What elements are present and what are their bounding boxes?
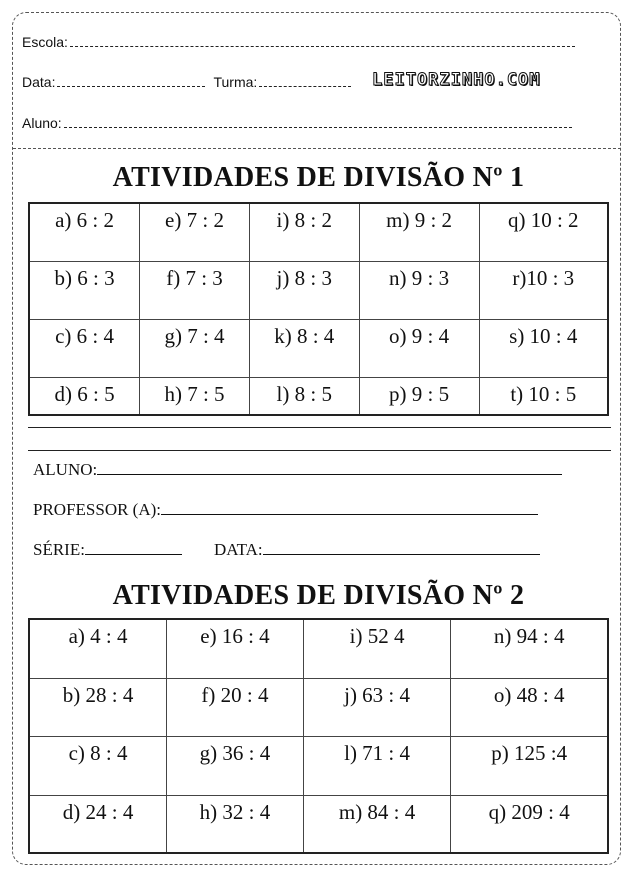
problem-cell: q) 209 : 4 <box>451 795 608 853</box>
problem-cell: f) 20 : 4 <box>167 678 304 736</box>
divider-1 <box>28 427 611 428</box>
problem-cell: m) 9 : 2 <box>359 203 479 261</box>
activity2-title: ATIVIDADES DE DIVISÃO Nº 2 <box>112 580 525 611</box>
form-serie-data-line <box>33 540 540 560</box>
form-aluno-line <box>33 460 562 480</box>
problem-cell: s) 10 : 4 <box>479 319 608 377</box>
table-row <box>29 795 608 853</box>
data-label: Data: <box>22 74 56 90</box>
form-aluno-label: ALUNO: <box>33 460 98 479</box>
form-serie-field[interactable] <box>85 540 182 555</box>
problem-cell: o) 48 : 4 <box>451 678 608 736</box>
activity1-title: ATIVIDADES DE DIVISÃO Nº 1 <box>112 162 525 193</box>
escola-label: Escola: <box>22 34 68 50</box>
form-data-field[interactable] <box>263 540 540 555</box>
form-professor-label: PROFESSOR (A): <box>33 500 162 519</box>
escola-line <box>22 34 575 50</box>
table-row <box>29 319 608 377</box>
problem-cell: n) 94 : 4 <box>451 619 608 678</box>
table-row <box>29 377 608 415</box>
table-row <box>29 678 608 736</box>
problem-cell: l) 71 : 4 <box>303 736 451 795</box>
problem-cell: a) 6 : 2 <box>29 203 140 261</box>
problem-cell: r)10 : 3 <box>479 261 608 319</box>
problem-cell: d) 6 : 5 <box>29 377 140 415</box>
problem-cell: g) 36 : 4 <box>167 736 304 795</box>
problem-cell: p) 9 : 5 <box>359 377 479 415</box>
site-logo: LEITORZINHO.COM <box>372 70 541 90</box>
problem-cell: n) 9 : 3 <box>359 261 479 319</box>
problem-cell: c) 6 : 4 <box>29 319 140 377</box>
problem-cell: j) 8 : 3 <box>249 261 359 319</box>
activity1-table <box>28 202 609 416</box>
problem-cell: e) 16 : 4 <box>167 619 304 678</box>
problem-cell: b) 6 : 3 <box>29 261 140 319</box>
problem-cell: l) 8 : 5 <box>249 377 359 415</box>
problem-cell: t) 10 : 5 <box>479 377 608 415</box>
table-row <box>29 619 608 678</box>
problem-cell: i) 8 : 2 <box>249 203 359 261</box>
problem-cell: j) 63 : 4 <box>303 678 451 736</box>
problem-cell: h) 32 : 4 <box>167 795 304 853</box>
activity2-table <box>28 618 609 854</box>
problem-cell: p) 125 :4 <box>451 736 608 795</box>
problem-cell: d) 24 : 4 <box>29 795 167 853</box>
problem-cell: k) 8 : 4 <box>249 319 359 377</box>
form-professor-line <box>33 500 538 520</box>
aluno-label: Aluno: <box>22 115 62 131</box>
turma-label: Turma: <box>213 74 258 90</box>
turma-field[interactable] <box>259 74 351 87</box>
problem-cell: g) 7 : 4 <box>140 319 250 377</box>
problem-cell: e) 7 : 2 <box>140 203 250 261</box>
escola-field[interactable] <box>70 34 575 47</box>
problem-cell: i) 52 4 <box>303 619 451 678</box>
form-serie-label: SÉRIE: <box>33 540 85 559</box>
form-data-label: DATA: <box>213 540 263 559</box>
table-row <box>29 736 608 795</box>
table-row <box>29 203 608 261</box>
form-professor-field[interactable] <box>161 500 538 515</box>
aluno-field[interactable] <box>64 115 572 128</box>
problem-cell: q) 10 : 2 <box>479 203 608 261</box>
data-field[interactable] <box>57 74 205 87</box>
problem-cell: a) 4 : 4 <box>29 619 167 678</box>
problem-cell: o) 9 : 4 <box>359 319 479 377</box>
problem-cell: h) 7 : 5 <box>140 377 250 415</box>
header-separator <box>13 148 621 149</box>
problem-cell: c) 8 : 4 <box>29 736 167 795</box>
problem-cell: b) 28 : 4 <box>29 678 167 736</box>
form-aluno-field[interactable] <box>97 460 562 475</box>
aluno-line <box>22 115 572 131</box>
problem-cell: f) 7 : 3 <box>140 261 250 319</box>
table-row <box>29 261 608 319</box>
data-turma-line <box>22 74 351 90</box>
problem-cell: m) 84 : 4 <box>303 795 451 853</box>
divider-2 <box>28 450 611 451</box>
